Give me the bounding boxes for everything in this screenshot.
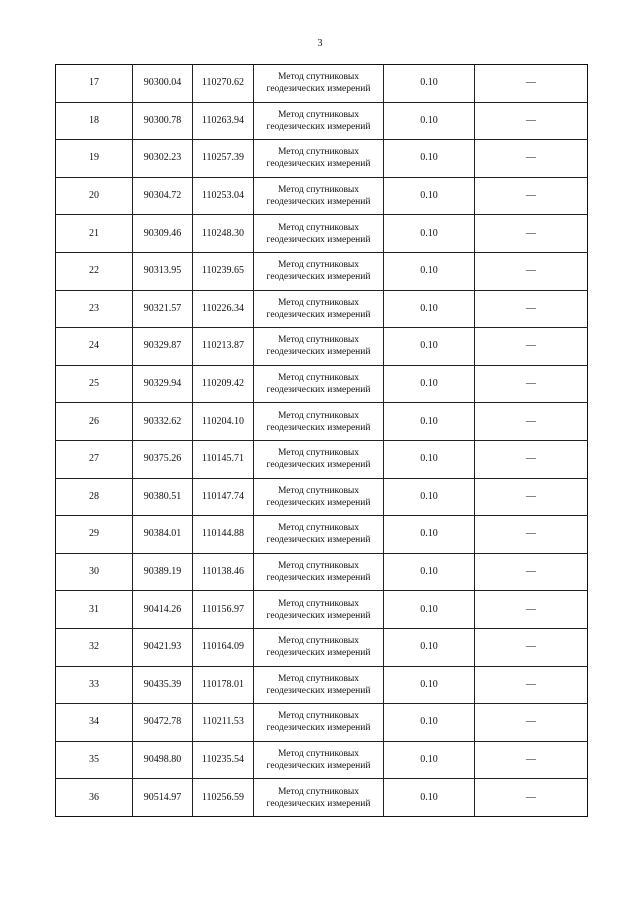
table-row — [56, 741, 588, 779]
note-cell: — — [475, 215, 588, 253]
method-line-1: Метод спутниковых — [277, 185, 360, 196]
table-row — [56, 102, 588, 140]
note-cell: — — [475, 102, 588, 140]
method-line-1: Метод спутниковых — [277, 485, 360, 496]
method-line-1: Метод спутниковых — [277, 598, 360, 609]
x-coordinate-cell: 90435.39 — [133, 666, 193, 704]
method-cell — [254, 328, 384, 366]
note-cell: — — [475, 779, 588, 817]
point-number-cell: 33 — [56, 666, 133, 704]
method-cell — [254, 478, 384, 516]
table-row — [56, 478, 588, 516]
x-coordinate-cell: 90375.26 — [133, 440, 193, 478]
y-coordinate-cell: 110239.65 — [193, 252, 254, 290]
method-line-1: Метод спутниковых — [277, 109, 360, 120]
y-coordinate-cell: 110256.59 — [193, 779, 254, 817]
point-number-cell: 30 — [56, 553, 133, 591]
note-cell: — — [475, 704, 588, 742]
accuracy-cell: 0.10 — [384, 102, 475, 140]
x-coordinate-cell: 90498.80 — [133, 741, 193, 779]
method-line-2: геодезических измерений — [266, 272, 371, 283]
y-coordinate-cell: 110204.10 — [193, 403, 254, 441]
method-cell — [254, 704, 384, 742]
accuracy-cell: 0.10 — [384, 553, 475, 591]
y-coordinate-cell: 110235.54 — [193, 741, 254, 779]
method-line-2: геодезических измерений — [266, 309, 371, 320]
method-line-2: геодезических измерений — [266, 573, 371, 584]
coordinates-table — [55, 64, 588, 817]
method-line-1: Метод спутниковых — [277, 448, 360, 459]
accuracy-cell: 0.10 — [384, 666, 475, 704]
method-line-2: геодезических измерений — [266, 460, 371, 471]
method-line-2: геодезических измерений — [266, 535, 371, 546]
note-cell: — — [475, 140, 588, 178]
x-coordinate-cell: 90421.93 — [133, 628, 193, 666]
y-coordinate-cell: 110138.46 — [193, 553, 254, 591]
accuracy-cell: 0.10 — [384, 140, 475, 178]
point-number-cell: 17 — [56, 65, 133, 103]
method-cell — [254, 591, 384, 629]
point-number-cell: 21 — [56, 215, 133, 253]
point-number-cell: 34 — [56, 704, 133, 742]
note-cell: — — [475, 478, 588, 516]
note-cell: — — [475, 516, 588, 554]
method-cell — [254, 516, 384, 554]
accuracy-cell: 0.10 — [384, 403, 475, 441]
accuracy-cell: 0.10 — [384, 440, 475, 478]
method-line-1: Метод спутниковых — [277, 222, 360, 233]
table-row — [56, 365, 588, 403]
y-coordinate-cell: 110178.01 — [193, 666, 254, 704]
accuracy-cell: 0.10 — [384, 741, 475, 779]
x-coordinate-cell: 90414.26 — [133, 591, 193, 629]
method-cell — [254, 252, 384, 290]
table-row — [56, 140, 588, 178]
method-cell — [254, 215, 384, 253]
point-number-cell: 35 — [56, 741, 133, 779]
x-coordinate-cell: 90384.01 — [133, 516, 193, 554]
x-coordinate-cell: 90300.04 — [133, 65, 193, 103]
table-row — [56, 403, 588, 441]
point-number-cell: 32 — [56, 628, 133, 666]
y-coordinate-cell: 110263.94 — [193, 102, 254, 140]
method-line-1: Метод спутниковых — [277, 561, 360, 572]
note-cell: — — [475, 741, 588, 779]
accuracy-cell: 0.10 — [384, 328, 475, 366]
point-number-cell: 27 — [56, 440, 133, 478]
point-number-cell: 19 — [56, 140, 133, 178]
note-cell: — — [475, 177, 588, 215]
method-line-1: Метод спутниковых — [277, 72, 360, 83]
table-row — [56, 290, 588, 328]
x-coordinate-cell: 90300.78 — [133, 102, 193, 140]
x-coordinate-cell: 90380.51 — [133, 478, 193, 516]
y-coordinate-cell: 110209.42 — [193, 365, 254, 403]
method-line-2: геодезических измерений — [266, 159, 371, 170]
note-cell: — — [475, 365, 588, 403]
method-cell — [254, 65, 384, 103]
y-coordinate-cell: 110213.87 — [193, 328, 254, 366]
note-cell: — — [475, 440, 588, 478]
method-cell — [254, 140, 384, 178]
accuracy-cell: 0.10 — [384, 591, 475, 629]
method-line-2: геодезических измерений — [266, 648, 371, 659]
point-number-cell: 20 — [56, 177, 133, 215]
method-line-2: геодезических измерений — [266, 197, 371, 208]
y-coordinate-cell: 110253.04 — [193, 177, 254, 215]
x-coordinate-cell: 90309.46 — [133, 215, 193, 253]
point-number-cell: 25 — [56, 365, 133, 403]
y-coordinate-cell: 110145.71 — [193, 440, 254, 478]
table-row — [56, 252, 588, 290]
y-coordinate-cell: 110257.39 — [193, 140, 254, 178]
method-line-2: геодезических измерений — [266, 798, 371, 809]
x-coordinate-cell: 90329.94 — [133, 365, 193, 403]
table-row — [56, 591, 588, 629]
accuracy-cell: 0.10 — [384, 365, 475, 403]
table-row — [56, 177, 588, 215]
accuracy-cell: 0.10 — [384, 779, 475, 817]
method-cell — [254, 628, 384, 666]
method-line-2: геодезических измерений — [266, 234, 371, 245]
point-number-cell: 28 — [56, 478, 133, 516]
table-row — [56, 516, 588, 554]
point-number-cell: 22 — [56, 252, 133, 290]
note-cell: — — [475, 290, 588, 328]
method-cell — [254, 365, 384, 403]
y-coordinate-cell: 110226.34 — [193, 290, 254, 328]
method-line-1: Метод спутниковых — [277, 297, 360, 308]
method-line-2: геодезических измерений — [266, 347, 371, 358]
method-line-2: геодезических измерений — [266, 610, 371, 621]
table-row — [56, 328, 588, 366]
method-cell — [254, 177, 384, 215]
method-line-2: геодезических измерений — [266, 497, 371, 508]
x-coordinate-cell: 90304.72 — [133, 177, 193, 215]
point-number-cell: 26 — [56, 403, 133, 441]
note-cell: — — [475, 328, 588, 366]
method-line-1: Метод спутниковых — [277, 786, 360, 797]
point-number-cell: 36 — [56, 779, 133, 817]
accuracy-cell: 0.10 — [384, 704, 475, 742]
note-cell: — — [475, 628, 588, 666]
table-row — [56, 553, 588, 591]
x-coordinate-cell: 90332.62 — [133, 403, 193, 441]
y-coordinate-cell: 110164.09 — [193, 628, 254, 666]
method-cell — [254, 440, 384, 478]
table-row — [56, 215, 588, 253]
accuracy-cell: 0.10 — [384, 516, 475, 554]
method-cell — [254, 666, 384, 704]
accuracy-cell: 0.10 — [384, 478, 475, 516]
method-line-1: Метод спутниковых — [277, 673, 360, 684]
method-line-2: геодезических измерений — [266, 385, 371, 396]
method-cell — [254, 403, 384, 441]
x-coordinate-cell: 90472.78 — [133, 704, 193, 742]
page-number: 3 — [317, 38, 323, 49]
accuracy-cell: 0.10 — [384, 628, 475, 666]
method-line-2: геодезических измерений — [266, 121, 371, 132]
note-cell: — — [475, 591, 588, 629]
point-number-cell: 24 — [56, 328, 133, 366]
point-number-cell: 23 — [56, 290, 133, 328]
x-coordinate-cell: 90313.95 — [133, 252, 193, 290]
point-number-cell: 18 — [56, 102, 133, 140]
note-cell: — — [475, 252, 588, 290]
x-coordinate-cell: 90389.19 — [133, 553, 193, 591]
method-cell — [254, 290, 384, 328]
method-cell — [254, 102, 384, 140]
table-row — [56, 65, 588, 103]
accuracy-cell: 0.10 — [384, 215, 475, 253]
method-line-1: Метод спутниковых — [277, 147, 360, 158]
table-row — [56, 666, 588, 704]
note-cell: — — [475, 403, 588, 441]
point-number-cell: 31 — [56, 591, 133, 629]
method-line-1: Метод спутниковых — [277, 410, 360, 421]
method-cell — [254, 779, 384, 817]
method-line-2: геодезических измерений — [266, 760, 371, 771]
y-coordinate-cell: 110156.97 — [193, 591, 254, 629]
method-line-1: Метод спутниковых — [277, 335, 360, 346]
method-line-2: геодезических измерений — [266, 685, 371, 696]
note-cell: — — [475, 553, 588, 591]
method-line-1: Метод спутниковых — [277, 260, 360, 271]
method-line-1: Метод спутниковых — [277, 636, 360, 647]
method-cell — [254, 741, 384, 779]
method-line-1: Метод спутниковых — [277, 373, 360, 384]
y-coordinate-cell: 110147.74 — [193, 478, 254, 516]
x-coordinate-cell: 90302.23 — [133, 140, 193, 178]
accuracy-cell: 0.10 — [384, 252, 475, 290]
note-cell: — — [475, 65, 588, 103]
note-cell: — — [475, 666, 588, 704]
accuracy-cell: 0.10 — [384, 65, 475, 103]
method-line-2: геодезических измерений — [266, 84, 371, 95]
point-number-cell: 29 — [56, 516, 133, 554]
method-line-2: геодезических измерений — [266, 723, 371, 734]
method-line-1: Метод спутниковых — [277, 711, 360, 722]
table-row — [56, 704, 588, 742]
y-coordinate-cell: 110248.30 — [193, 215, 254, 253]
method-line-2: геодезических измерений — [266, 422, 371, 433]
method-line-1: Метод спутниковых — [277, 748, 360, 759]
accuracy-cell: 0.10 — [384, 290, 475, 328]
method-line-1: Метод спутниковых — [277, 523, 360, 534]
method-cell — [254, 553, 384, 591]
y-coordinate-cell: 110270.62 — [193, 65, 254, 103]
y-coordinate-cell: 110144.88 — [193, 516, 254, 554]
accuracy-cell: 0.10 — [384, 177, 475, 215]
table-row — [56, 440, 588, 478]
table-row — [56, 628, 588, 666]
x-coordinate-cell: 90321.57 — [133, 290, 193, 328]
coordinates-table-body — [56, 65, 588, 817]
x-coordinate-cell: 90329.87 — [133, 328, 193, 366]
y-coordinate-cell: 110211.53 — [193, 704, 254, 742]
table-row — [56, 779, 588, 817]
x-coordinate-cell: 90514.97 — [133, 779, 193, 817]
